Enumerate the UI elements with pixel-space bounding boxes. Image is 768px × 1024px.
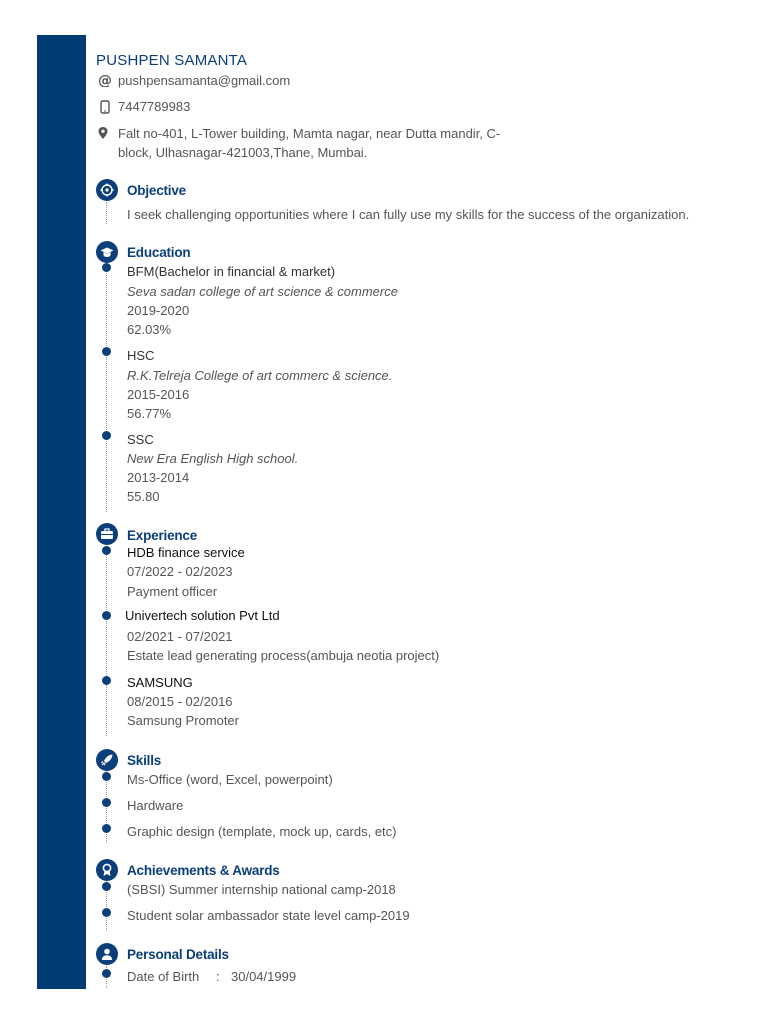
skill-item: Hardware (127, 798, 184, 813)
education-school: R.K.Telreja College of art commerc & science. (127, 368, 393, 383)
timeline-dot (102, 969, 111, 978)
experience-role: Samsung Promoter (127, 713, 239, 728)
achievement-item: (SBSI) Summer internship national camp-2018 (127, 882, 396, 897)
phone-icon (98, 100, 112, 114)
achievement-item: Student solar ambassador state level camp-2019 (127, 908, 410, 923)
experience-company: Univertech solution Pvt Ltd (125, 608, 280, 623)
rocket-icon (96, 749, 118, 771)
dob-value: 30/04/1999 (231, 969, 297, 984)
education-degree: SSC (127, 432, 154, 447)
experience-dates: 02/2021 - 07/2021 (127, 629, 233, 644)
experience-company: SAMSUNG (127, 675, 193, 690)
address-line-2: block, Ulhasnagar-421003,Thane, Mumbai. (118, 145, 368, 160)
experience-company: HDB finance service (127, 545, 245, 560)
timeline-line (106, 264, 107, 512)
objective-icon (96, 179, 118, 201)
address-line-1: Falt no-401, L-Tower building, Mamta nagar, near Dutta mandir, C- (118, 126, 501, 141)
achievements-heading: Achievements & Awards (127, 863, 280, 878)
education-score: 56.77% (127, 406, 172, 421)
education-score: 62.03% (127, 322, 172, 337)
timeline-dot (102, 263, 111, 272)
education-years: 2015-2016 (127, 387, 190, 402)
objective-text: I seek challenging opportunities where I can fully use my skills for the success of the organization. (127, 207, 690, 222)
timeline-dot (102, 908, 111, 917)
experience-role: Payment officer (127, 584, 218, 599)
location-pin-icon (96, 126, 110, 140)
education-degree: BFM(Bachelor in financial & market) (127, 264, 336, 279)
timeline-dot (102, 882, 111, 891)
timeline-dot (102, 824, 111, 833)
education-years: 2013-2014 (127, 470, 190, 485)
dob-label: Date of Birth (127, 969, 200, 984)
at-icon (98, 73, 112, 87)
skills-heading: Skills (127, 753, 162, 768)
education-heading: Education (127, 245, 191, 260)
timeline-line (106, 202, 107, 224)
timeline-dot (102, 676, 111, 685)
experience-dates: 07/2022 - 02/2023 (127, 564, 233, 579)
education-school: New Era English High school. (127, 451, 299, 466)
graduation-cap-icon (96, 241, 118, 263)
experience-dates: 08/2015 - 02/2016 (127, 694, 233, 709)
timeline-dot (102, 347, 111, 356)
timeline-dot (102, 798, 111, 807)
timeline-line (106, 546, 107, 736)
skill-item: Ms-Office (word, Excel, powerpoint) (127, 772, 333, 787)
personal-heading: Personal Details (127, 947, 229, 962)
experience-role: Estate lead generating process(ambuja neotia project) (127, 648, 440, 663)
email-text: pushpensamanta@gmail.com (118, 73, 291, 88)
candidate-name: PUSHPEN SAMANTA (96, 52, 248, 69)
timeline-dot (102, 431, 111, 440)
left-accent-bar (37, 35, 86, 989)
education-years: 2019-2020 (127, 303, 190, 318)
timeline-dot (102, 611, 111, 620)
award-ribbon-icon (96, 859, 118, 881)
user-icon (96, 943, 118, 965)
objective-heading: Objective (127, 183, 186, 198)
svg-text:@: @ (98, 73, 112, 87)
skill-item: Graphic design (template, mock up, cards, etc) (127, 824, 397, 839)
education-degree: HSC (127, 348, 155, 363)
dob-separator: : (216, 969, 220, 984)
timeline-dot (102, 546, 111, 555)
briefcase-icon (96, 523, 118, 545)
education-score: 55.80 (127, 489, 160, 504)
education-school: Seva sadan college of art science & commerce (127, 284, 398, 299)
timeline-dot (102, 772, 111, 781)
experience-heading: Experience (127, 528, 198, 543)
phone-text: 7447789983 (118, 99, 191, 114)
